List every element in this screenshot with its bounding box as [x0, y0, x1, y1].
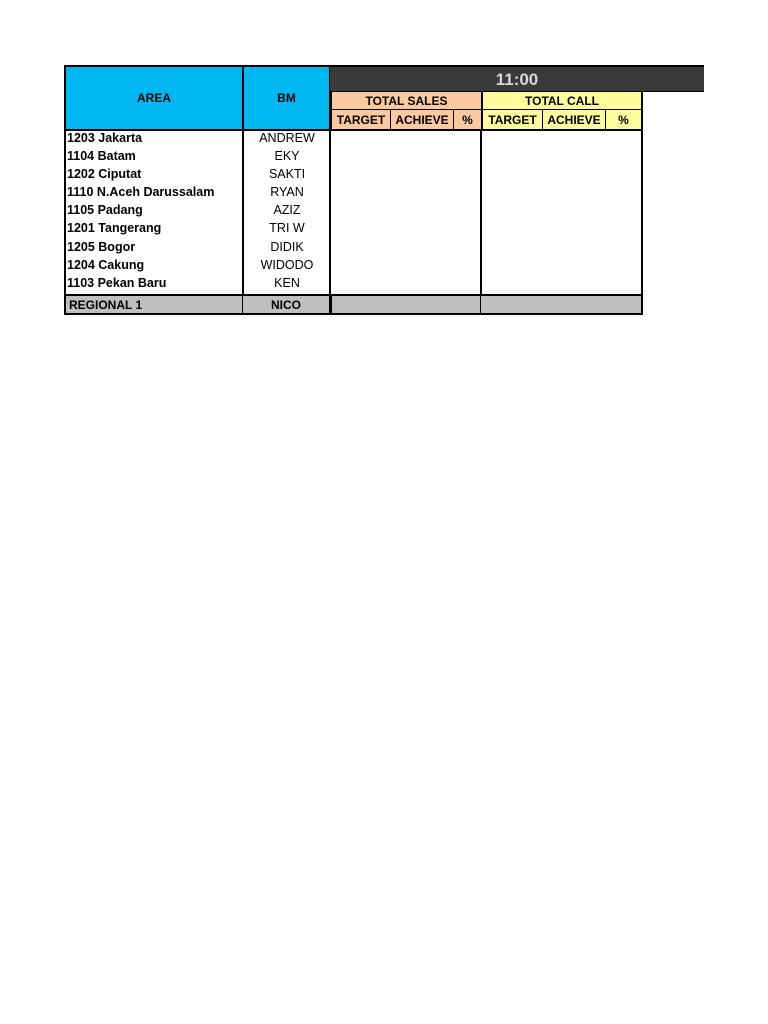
sales-target-header[interactable]: TARGET [330, 109, 391, 131]
sales-percent-header[interactable]: % [453, 109, 482, 131]
sales-achieve-header[interactable]: ACHIEVE [390, 109, 454, 131]
row-bm[interactable]: KEN [274, 275, 300, 290]
row-bm[interactable]: RYAN [270, 184, 304, 199]
footer-call-percent[interactable] [605, 294, 643, 315]
header-bm[interactable]: BM [243, 65, 331, 131]
footer-call-achieve[interactable] [542, 294, 606, 315]
footer-call-target[interactable] [481, 294, 543, 315]
footer-area[interactable]: REGIONAL 1 [64, 294, 244, 315]
row-bm[interactable]: DIDIK [270, 239, 304, 254]
call-column-group [481, 129, 643, 295]
row-area[interactable]: 1205 Bogor [67, 239, 136, 254]
row-bm[interactable]: EKY [274, 148, 300, 163]
header-total-sales[interactable]: TOTAL SALES [330, 91, 482, 110]
header-total-call[interactable]: TOTAL CALL [481, 91, 643, 110]
sales-column-group [330, 129, 482, 295]
time-display[interactable]: 11:00 [330, 65, 704, 92]
footer-sales-achieve[interactable] [390, 294, 454, 315]
row-bm[interactable]: TRI W [269, 220, 305, 235]
call-percent-header[interactable]: % [605, 109, 643, 131]
row-area[interactable]: 1105 Padang [67, 202, 143, 217]
header-area[interactable]: AREA [64, 65, 244, 131]
row-area[interactable]: 1103 Pekan Baru [67, 275, 167, 290]
row-bm[interactable]: ANDREW [259, 130, 315, 145]
footer-sales-target[interactable] [330, 294, 391, 315]
row-bm[interactable]: AZIZ [273, 202, 301, 217]
row-area[interactable]: 1201 Tangerang [67, 220, 162, 235]
row-area[interactable]: 1202 Ciputat [67, 166, 142, 181]
call-achieve-header[interactable]: ACHIEVE [542, 109, 606, 131]
row-area[interactable]: 1104 Batam [67, 148, 136, 163]
row-area[interactable]: 1110 N.Aceh Darussalam [67, 184, 215, 199]
footer-bm[interactable]: NICO [243, 294, 331, 315]
row-bm[interactable]: SAKTI [268, 166, 306, 181]
footer-sales-percent[interactable] [453, 294, 482, 315]
row-area[interactable]: 1203 Jakarta [67, 130, 143, 145]
row-bm[interactable]: WIDODO [260, 257, 314, 272]
call-target-header[interactable]: TARGET [481, 109, 543, 131]
row-area[interactable]: 1204 Cakung [67, 257, 145, 272]
